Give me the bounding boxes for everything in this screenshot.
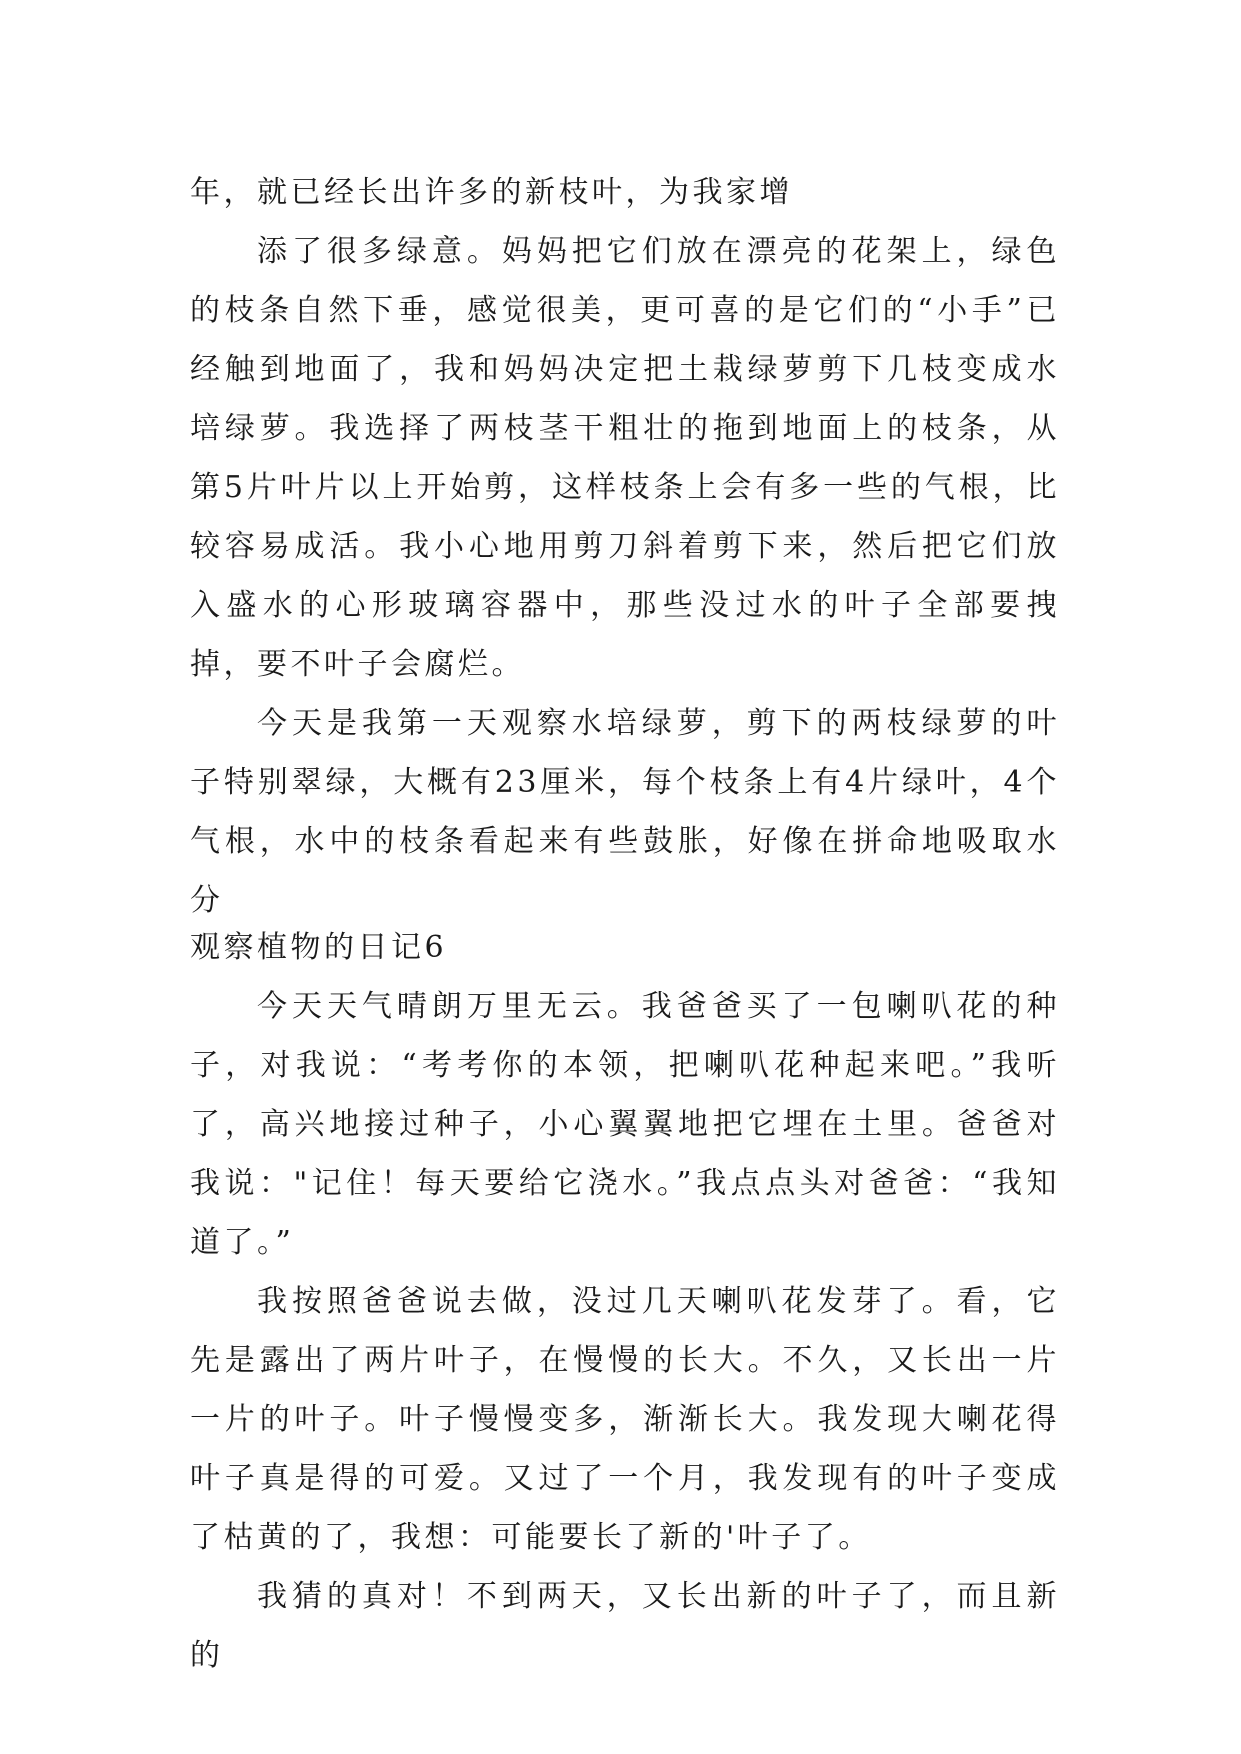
paragraph: 今天是我第一天观察水培绿萝，剪下的两枝绿萝的叶子特别翠绿，大概有23厘米，每个枝条上有4片绿叶，4个气根，水中的枝条看起来有些鼓胀，好像在拼命地吸取水分: [190, 706, 1060, 918]
paragraph: 今天天气晴朗万里无云。我爸爸买了一包喇叭花的种子，对我说：“考考你的本领，把喇叭花种起来吧。”我听了，高兴地接过种子，小心翼翼地把它埋在土里。爸爸对我说："记住！每天要给它浇水。”我点点头对爸爸：“我知道了。”: [190, 989, 1060, 1260]
paragraph: 我按照爸爸说去做，没过几天喇叭花发芽了。看，它先是露出了两片叶子，在慢慢的长大。不久，又长出一片一片的叶子。叶子慢慢变多，渐渐长大。我发现大喇花得叶子真是得的可爱。又过了一个月，我发现有的叶子变成了枯黄的了，我想：可能要长了新的'叶子了。: [190, 1284, 1060, 1555]
section-title: 观察植物的日记6: [190, 930, 448, 965]
paragraph: 我猜的真对！不到两天，又长出新的叶子了，而且新的: [190, 1579, 1060, 1673]
diary-continuation: [190, 163, 1060, 930]
diary-6: [190, 918, 1060, 1685]
paragraph: 添了很多绿意。妈妈把它们放在漂亮的花架上，绿色的枝条自然下垂，感觉很美，更可喜的是它们的“小手”已经触到地面了，我和妈妈决定把土栽绿萝剪下几枝变成水培绿萝。我选择了两枝茎干粗壮的拖到地面上的枝条，从第5片叶片以上开始剪，这样枝条上会有多一些的气根，比较容易成活。我小心地用剪刀斜着剪下来，然后把它们放入盛水的心形玻璃容器中，那些没过水的叶子全部要拽掉，要不叶子会腐烂。: [190, 234, 1060, 682]
paragraph: 年，就已经长出许多的新枝叶，为我家增: [190, 175, 793, 210]
